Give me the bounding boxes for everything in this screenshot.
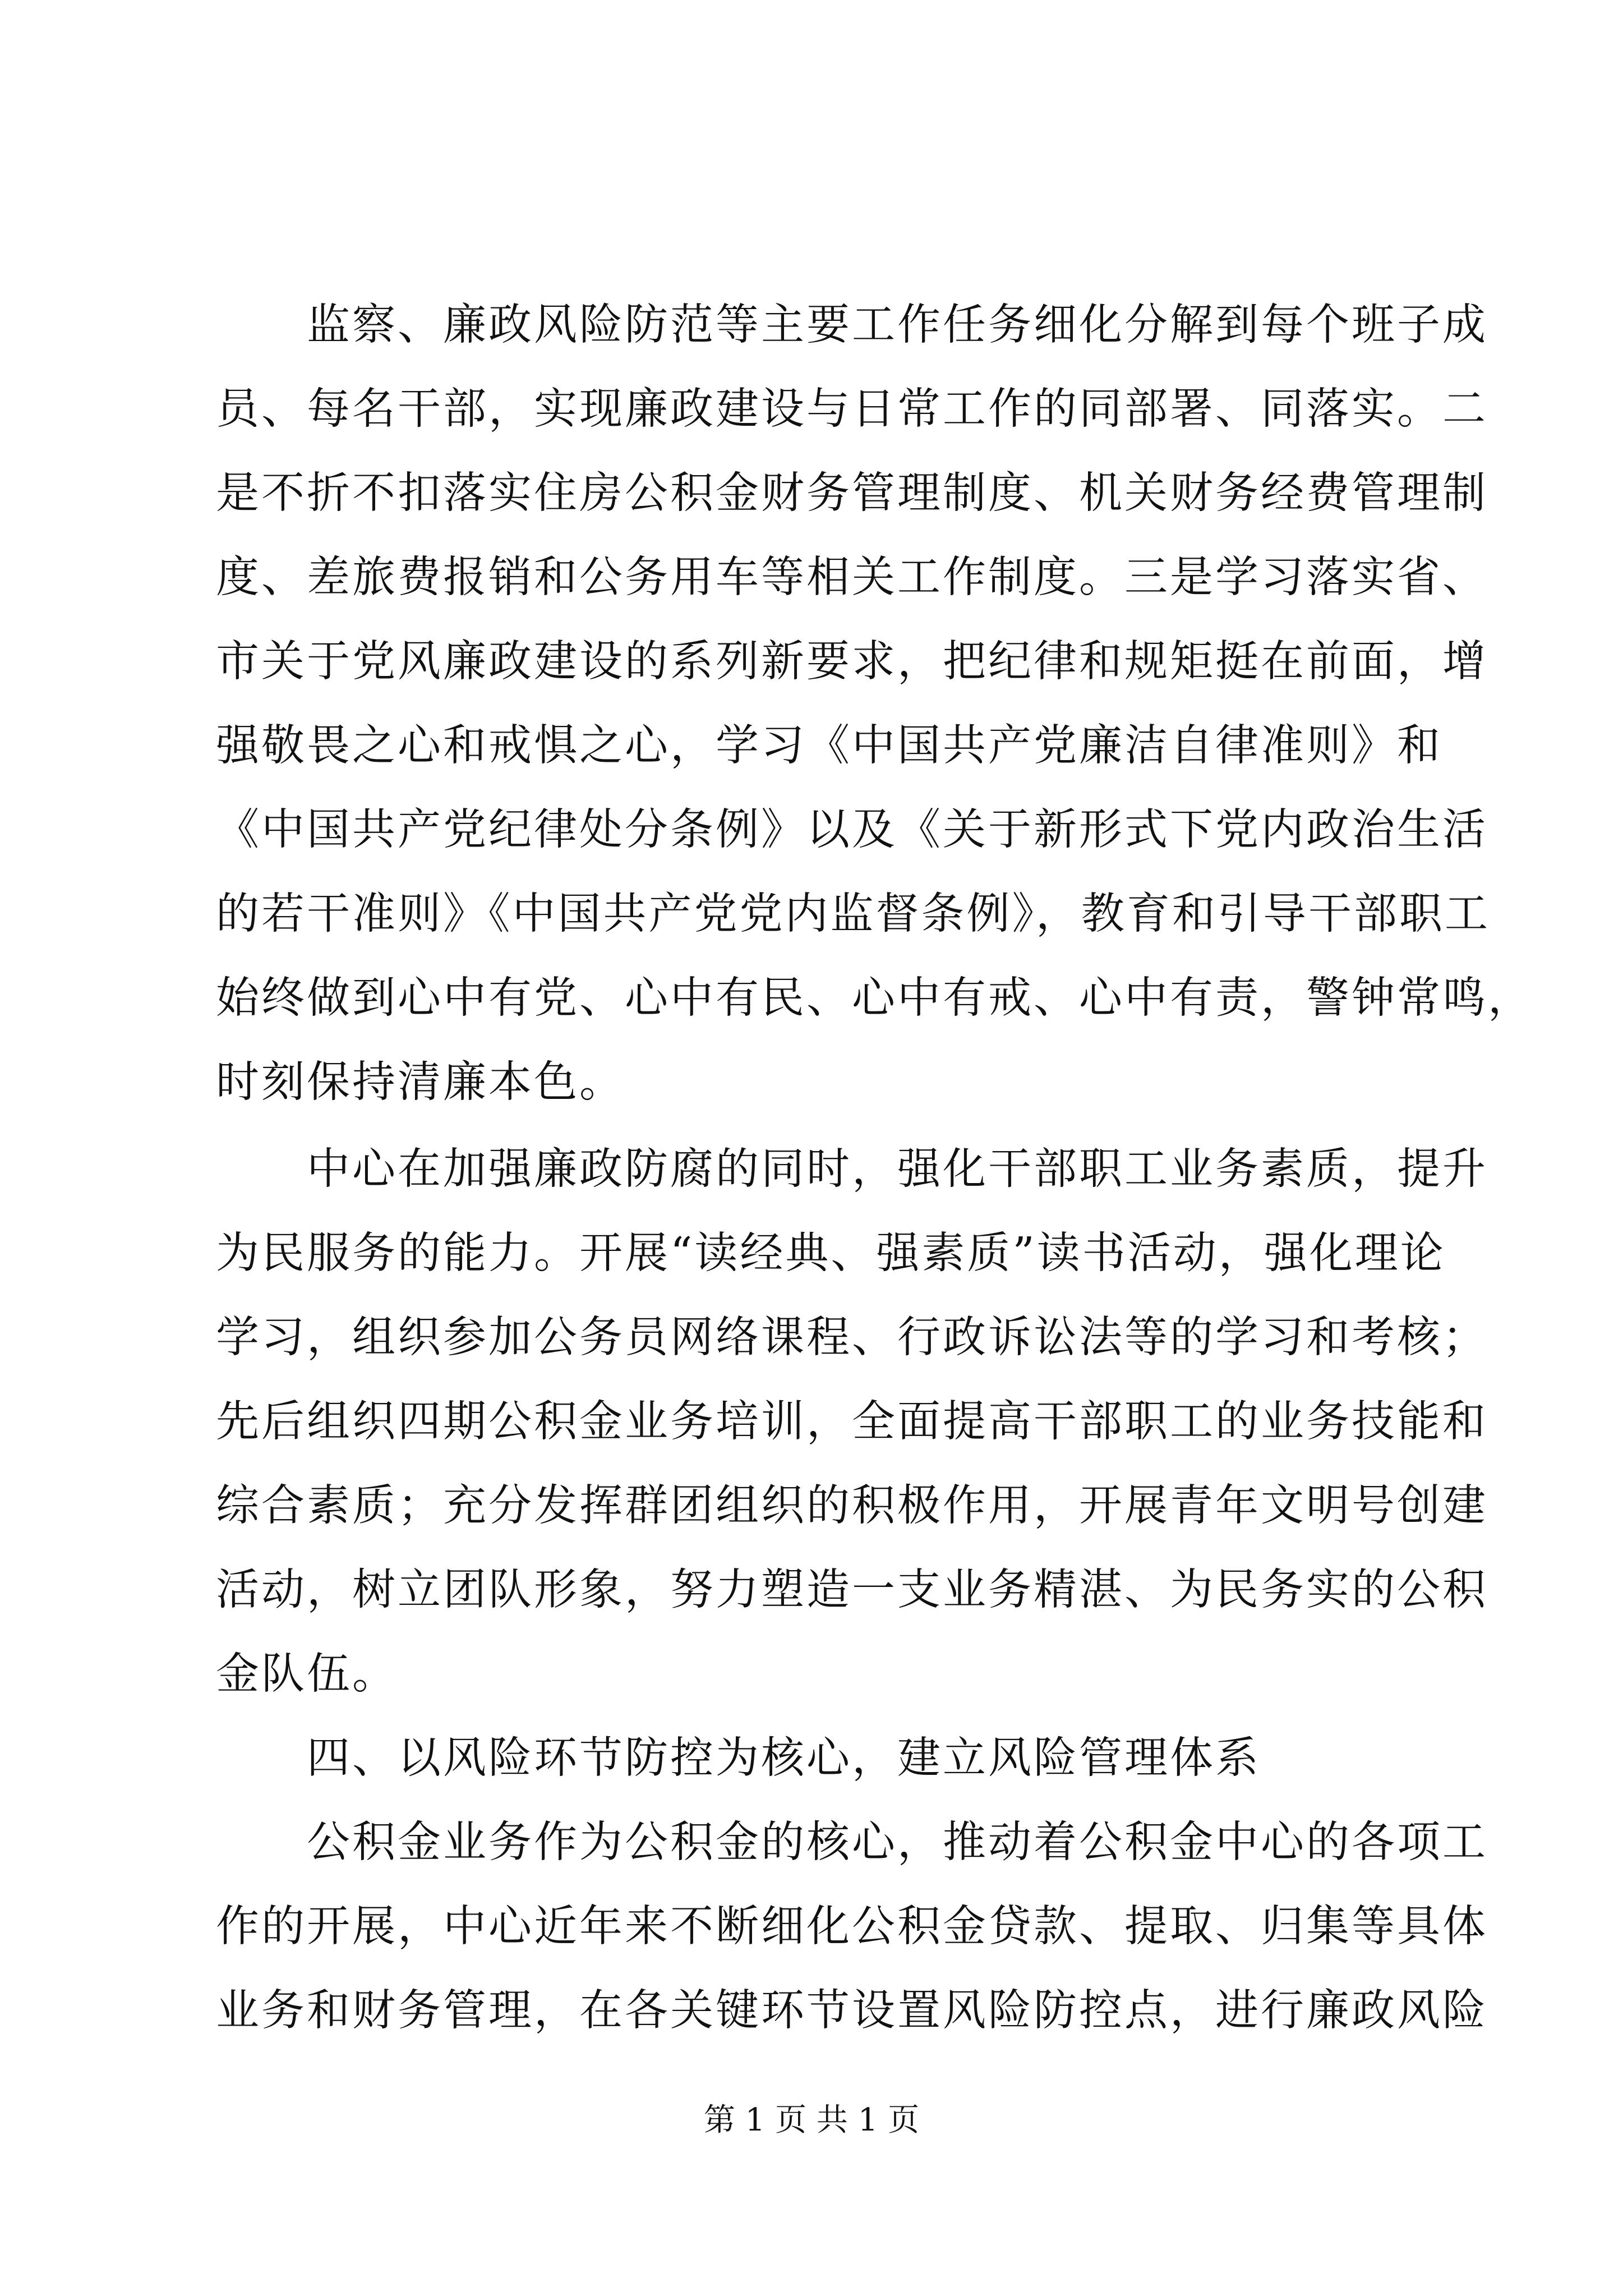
text-line: 先后组织四期公积金业务培训，全面提高干部职工的业务技能和 <box>216 1397 1488 1447</box>
page-number-footer: 第 1 页 共 1 页 <box>703 2102 920 2138</box>
text-line: 度、差旅费报销和公务用车等相关工作制度。三是学习落实省、 <box>216 553 1488 602</box>
text-line: 市关于党风廉政建设的系列新要求，把纪律和规矩挺在前面，增 <box>216 637 1488 687</box>
text-line: 员、每名干部，实现廉政建设与日常工作的同部署、同落实。二 <box>216 384 1488 434</box>
text-line: 活动，树立团队形象，努力塑造一支业务精湛、为民务实的公积 <box>216 1565 1488 1615</box>
text-line: 时刻保持清廉本色。 <box>216 1057 625 1107</box>
section-heading: 四、以风险环节防控为核心，建立风险管理体系 <box>307 1733 1261 1783</box>
text-line: 强敬畏之心和戒惧之心，学习《中国共产党廉洁自律准则》和 <box>216 721 1442 771</box>
text-line: 始终做到心中有党、心中有民、心中有戒、心中有责，警钟常鸣， <box>216 973 1533 1023</box>
text-line: 监察、廉政风险防范等主要工作任务细化分解到每个班子成 <box>307 300 1488 350</box>
text-line: 《中国共产党纪律处分条例》以及《关于新形式下党内政治生活 <box>216 805 1488 855</box>
text-line: 金队伍。 <box>216 1649 398 1699</box>
text-line: 作的开展，中心近年来不断细化公积金贷款、提取、归集等具体 <box>216 1902 1488 1952</box>
text-line: 为民服务的能力。开展“读经典、强素质”读书活动，强化理论 <box>216 1228 1446 1278</box>
text-line: 业务和财务管理，在各关键环节设置风险防控点，进行廉政风险 <box>216 1986 1488 2036</box>
text-line: 综合素质；充分发挥群团组织的积极作用，开展青年文明号创建 <box>216 1481 1488 1531</box>
text-line: 中心在加强廉政防腐的同时，强化干部职工业务素质，提升 <box>307 1144 1488 1194</box>
text-line: 学习，组织参加公务员网络课程、行政诉讼法等的学习和考核； <box>216 1313 1488 1363</box>
text-line: 是不折不扣落实住房公积金财务管理制度、机关财务经费管理制 <box>216 468 1488 518</box>
text-line: 的若干准则》《中国共产党党内监督条例》，教育和引导干部职工 <box>216 889 1490 939</box>
text-line: 公积金业务作为公积金的核心，推动着公积金中心的各项工 <box>307 1818 1488 1867</box>
